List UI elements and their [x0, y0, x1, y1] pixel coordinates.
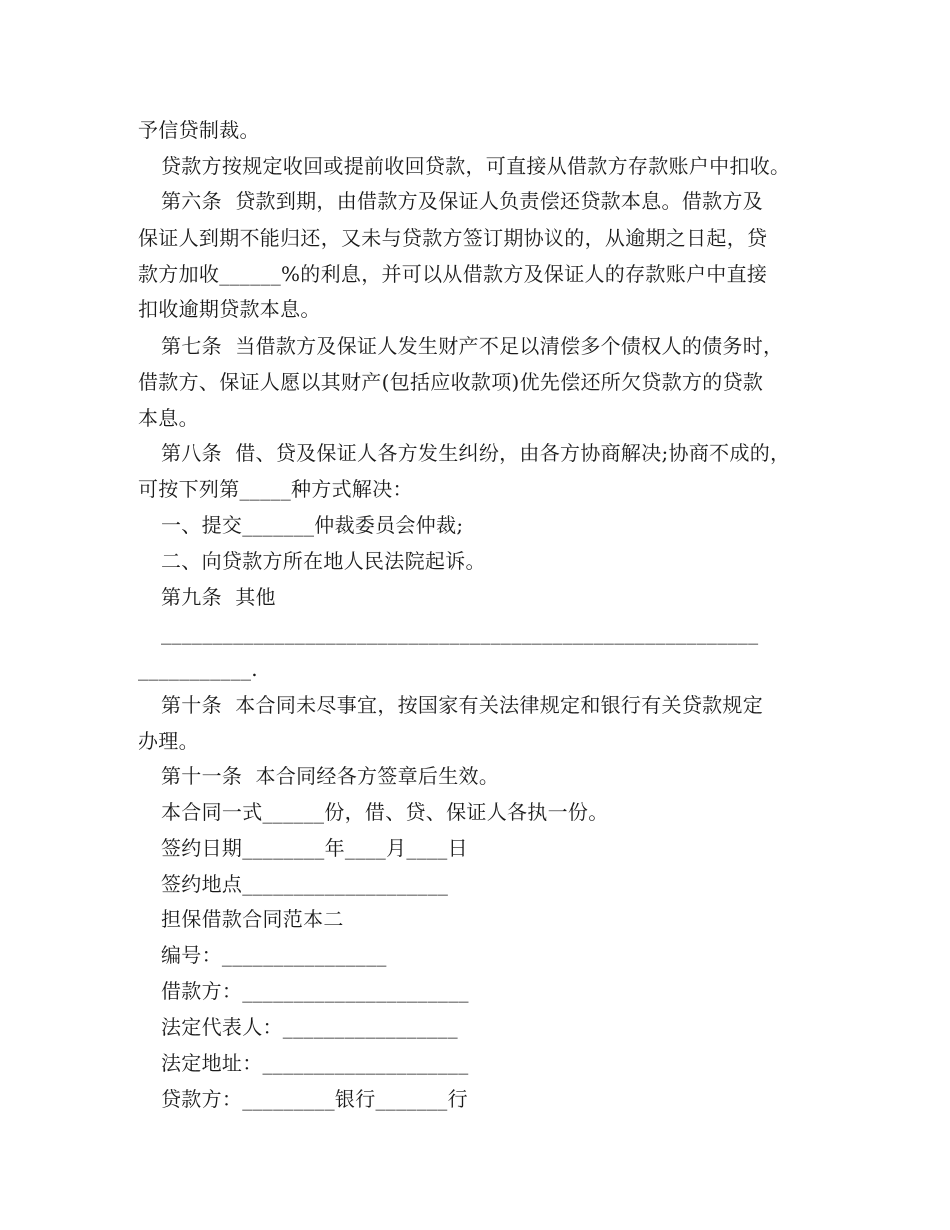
text-line: 第六条 贷款到期，由借款方及保证人负责偿还贷款本息。借款方及: [161, 189, 764, 213]
text-line: 可按下列第_____种方式解决：: [138, 477, 413, 501]
text-line: 担保借款合同范本二: [161, 907, 344, 931]
text-line: 法定代表人：_________________: [161, 1015, 458, 1039]
text-line: 办理。: [138, 729, 199, 753]
text-line: 法定地址：____________________: [161, 1051, 469, 1075]
text-line: 第十条 本合同未尽事宜，按国家有关法律规定和银行有关贷款规定: [161, 693, 764, 717]
text-line: 签约地点____________________: [161, 872, 449, 896]
text-line: 贷款方按规定收回或提前收回贷款，可直接从借款方存款账户中扣收。: [161, 154, 791, 178]
text-line: 借款方：______________________: [161, 979, 469, 1003]
text-line: 贷款方：_________银行_______行: [161, 1087, 468, 1111]
text-line: 第八条 借、贷及保证人各方发生纠纷，由各方协商解决;协商不成的，: [161, 441, 791, 465]
text-line: __________________________________________________________: [161, 621, 759, 645]
text-line: 二、向贷款方所在地人民法院起诉。: [161, 549, 486, 573]
text-line: 一、提交_______仲裁委员会仲裁;: [161, 513, 464, 537]
text-line: 本合同一式______份，借、贷、保证人各执一份。: [161, 800, 609, 824]
text-line: ___________.: [138, 657, 258, 681]
text-line: 保证人到期不能归还，又未与贷款方签订期协议的，从逾期之日起，贷: [138, 226, 768, 250]
text-line: 予信贷制裁。: [138, 118, 260, 142]
text-line: 第七条 当借款方及保证人发生财产不足以清偿多个债权人的债务时，: [161, 334, 784, 358]
text-line: 款方加收______%的利息，并可以从借款方及保证人的存款账户中直接: [138, 262, 768, 286]
text-line: 签约日期________年____月____日: [161, 836, 468, 860]
text-line: 编号：________________: [161, 943, 387, 967]
text-line: 第九条 其他: [161, 585, 276, 609]
text-line: 第十一条 本合同经各方签章后生效。: [161, 764, 500, 788]
text-line: 本息。: [138, 406, 199, 430]
text-line: 扣收逾期贷款本息。: [138, 297, 321, 321]
text-line: 借款方、保证人愿以其财产(包括应收款项)优先偿还所欠贷款方的贷款: [138, 370, 764, 394]
